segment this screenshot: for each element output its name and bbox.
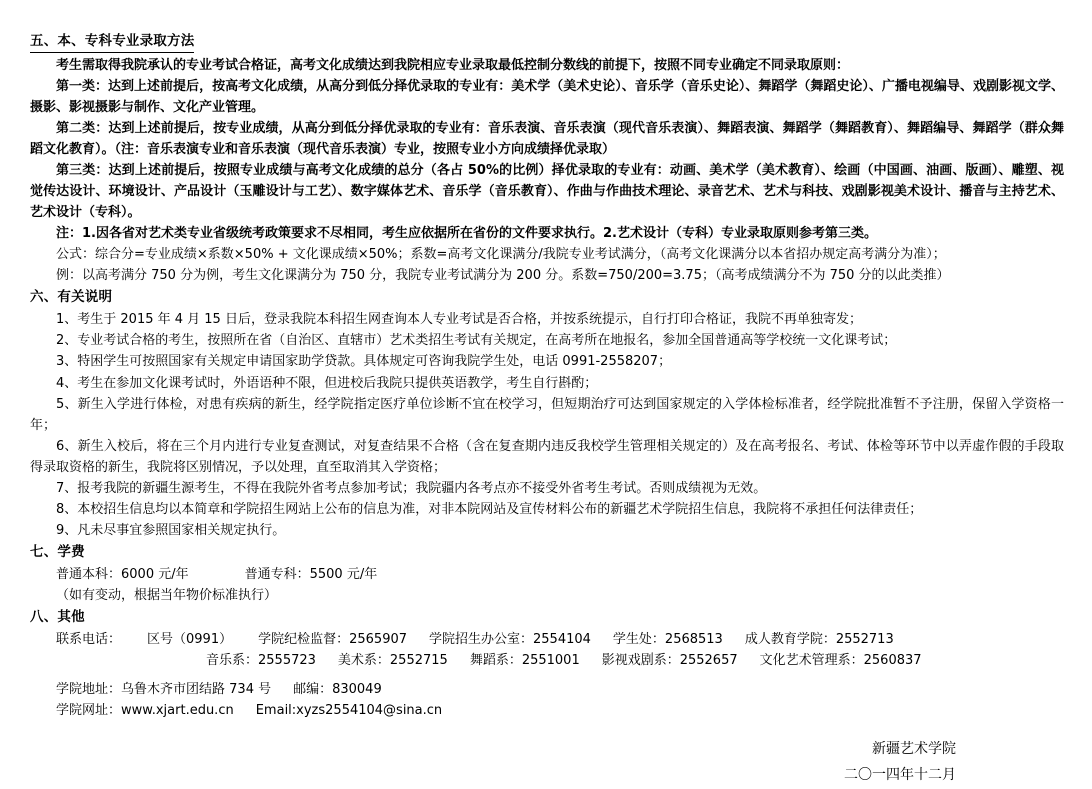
list-item: 4、考生在参加文化课考试时，外语语种不限，但进校后我院只提供英语教学，考生自行斟酌； [56, 375, 598, 391]
paragraph: 注：1.因各省对艺术类专业省级统考政策要求不尽相同，考生应依据所在省份的文件要求执行。2.艺术设计（专科）专业录取原则参考第三类。 [56, 226, 877, 242]
fee-note-row [30, 585, 1064, 606]
address-value: 乌鲁木齐市团结路 734 号 [121, 681, 272, 697]
section-eight-heading-text: 八、其他 [30, 608, 85, 625]
section-eight-heading [30, 607, 1064, 628]
contact-area-code: 区号（0991） [147, 631, 233, 647]
contact-admissions-office: 学院招生办公室：2554104 [429, 631, 591, 647]
section-seven-heading-text: 七、学费 [30, 543, 85, 560]
section-six [30, 287, 1064, 540]
contact-row-departments [30, 650, 1064, 671]
contact-adult-education: 成人教育学院：2552713 [744, 631, 894, 647]
list-item: 1、考生于 2015 年 4 月 15 日后，登录我院本科招生网查询本人专业考试是否合格，并按系统提示，自行打印合格证，我院不再单独寄发； [56, 312, 862, 328]
paragraph: 第三类：达到上述前提后，按照专业成绩与高考文化成绩的总分（各占 50%的比例）择优录取的专业有：动画、美术学（美术教育）、绘画（中国画、油画、版画）、雕塑、视觉传达设计、环境设计、产品设计（玉雕设计与工艺）、数字媒体艺术、音乐学（音乐教育）、作曲与作曲技术理论、录音艺术、艺术与科技、戏剧影视美术设计、播音与主持艺术、艺术设计（专科）。 [30, 163, 1064, 221]
contact-discipline-office: 学院纪检监督：2565907 [258, 631, 408, 647]
contact-film-drama-dept: 影视戏剧系：2552657 [601, 652, 738, 668]
section-seven-heading [30, 542, 1064, 563]
paragraph: 公式：综合分=专业成绩×系数×50% + 文化课成绩×50%；系数=高考文化课满分/我院专业考试满分，（高考文化课满分以本省招办规定高考满分为准）； [56, 247, 946, 263]
section-seven [30, 542, 1064, 606]
fee-undergraduate: 普通本科：6000 元/年 [56, 566, 189, 582]
fee-note: （如有变动，根据当年物价标准执行） [56, 587, 278, 603]
signature-organization: 新疆艺术学院 [872, 741, 956, 757]
paragraph: 第二类：达到上述前提后，按专业成绩，从高分到低分择优录取的专业有：音乐表演、音乐表演（现代音乐表演）、舞蹈表演、舞蹈学（舞蹈教育）、舞蹈编导、舞蹈学（群众舞蹈文化教育）。（注：音乐表演专业和音乐表演（现代音乐表演）专业，按照专业小方向成绩择优录取） [30, 121, 1064, 158]
list-item: 8、本校招生信息均以本简章和学院招生网站上公布的信息为准，对非本院网站及宣传材料公布的新疆艺术学院招生信息，我院将不承担任何法律责任； [56, 501, 923, 517]
paragraph: 例：以高考满分 750 分为例，考生文化课满分为 750 分，我院专业考试满分为 200 分。系数=750/200=3.75；（高考成绩满分不为 750 分的以此类推） [56, 268, 950, 284]
contact-music-dept: 音乐系：2555723 [206, 652, 316, 668]
section-six-heading-text: 六、有关说明 [30, 289, 113, 306]
contact-dance-dept: 舞蹈系：2551001 [469, 652, 580, 668]
contact-culture-mgmt-dept: 文化艺术管理系：2560837 [759, 652, 922, 668]
list-item: 9、凡未尽事宜参照国家相关规定执行。 [56, 522, 286, 538]
email-value[interactable]: Email:xyzs2554104@sina.cn [255, 702, 443, 718]
list-item: 7、报考我院的新疆生源考生，不得在我院外省考点参加考试；我院疆内各考点亦不接受外省考生考试。否则成绩视为无效。 [56, 480, 767, 496]
contact-fine-arts-dept: 美术系：2552715 [337, 652, 448, 668]
list-item: 6、新生入校后，将在三个月内进行专业复查测试，对复查结果不合格（含在复查期内违反我校学生管理相关规定的）及在高考报名、考试、体检等环节中以弄虚作假的手段取得录取资格的新生，我院将区别情况，予以处理，直至取消其入学资格； [30, 438, 1064, 475]
section-six-heading [30, 287, 1064, 308]
postcode-value: 邮编：830049 [293, 681, 382, 697]
section-six-body [30, 309, 1064, 541]
section-eight [30, 607, 1064, 721]
paragraph: 第一类：达到上述前提后，按高考文化成绩，从高分到低分择优录取的专业有：美术学（美术史论）、音乐学（音乐史论）、舞蹈学（舞蹈史论）、广播电视编导、戏剧影视文学、摄影、影视摄影与制作、文化产业管理。 [30, 78, 1064, 116]
section-five [30, 31, 1064, 286]
list-item: 5、新生入学进行体检，对患有疾病的新生，经学院指定医疗单位诊断不宜在校学习，但短期治疗可达到国家规定的入学体检标准者，经学院批准暂不予注册，保留入学资格一年； [30, 396, 1064, 433]
contact-row-website [30, 700, 1064, 721]
signature-date: 二〇一四年十二月 [844, 766, 956, 783]
address-label: 学院地址： [56, 681, 122, 697]
signature-block [30, 737, 1064, 789]
contact-row-phones [30, 629, 1064, 650]
section-five-heading-text: 五、本、专科专业录取方法 [30, 31, 194, 53]
contact-row-address [30, 679, 1064, 700]
contact-label-phone: 联系电话： [56, 631, 122, 647]
section-five-heading [30, 31, 1064, 54]
website-label: 学院网址： [56, 702, 122, 718]
section-five-body [30, 55, 1064, 287]
list-item: 3、特困学生可按照国家有关规定申请国家助学贷款。具体规定可咨询我院学生处，电话 0991-2558207； [56, 354, 672, 370]
fee-row [30, 564, 1064, 585]
list-item: 2、专业考试合格的考生，按照所在省（自治区、直辖市）艺术类招生考试有关规定，在高考所在地报名，参加全国普通高等学校统一文化课考试； [56, 333, 897, 349]
fee-college: 普通专科：5500 元/年 [244, 566, 378, 582]
website-value[interactable]: www.xjart.edu.cn [121, 702, 234, 718]
contact-student-affairs: 学生处：2568513 [612, 631, 723, 647]
paragraph: 考生需取得我院承认的专业考试合格证，高考文化成绩达到我院相应专业录取最低控制分数线的前提下，按照不同专业确定不同录取原则： [56, 57, 850, 73]
